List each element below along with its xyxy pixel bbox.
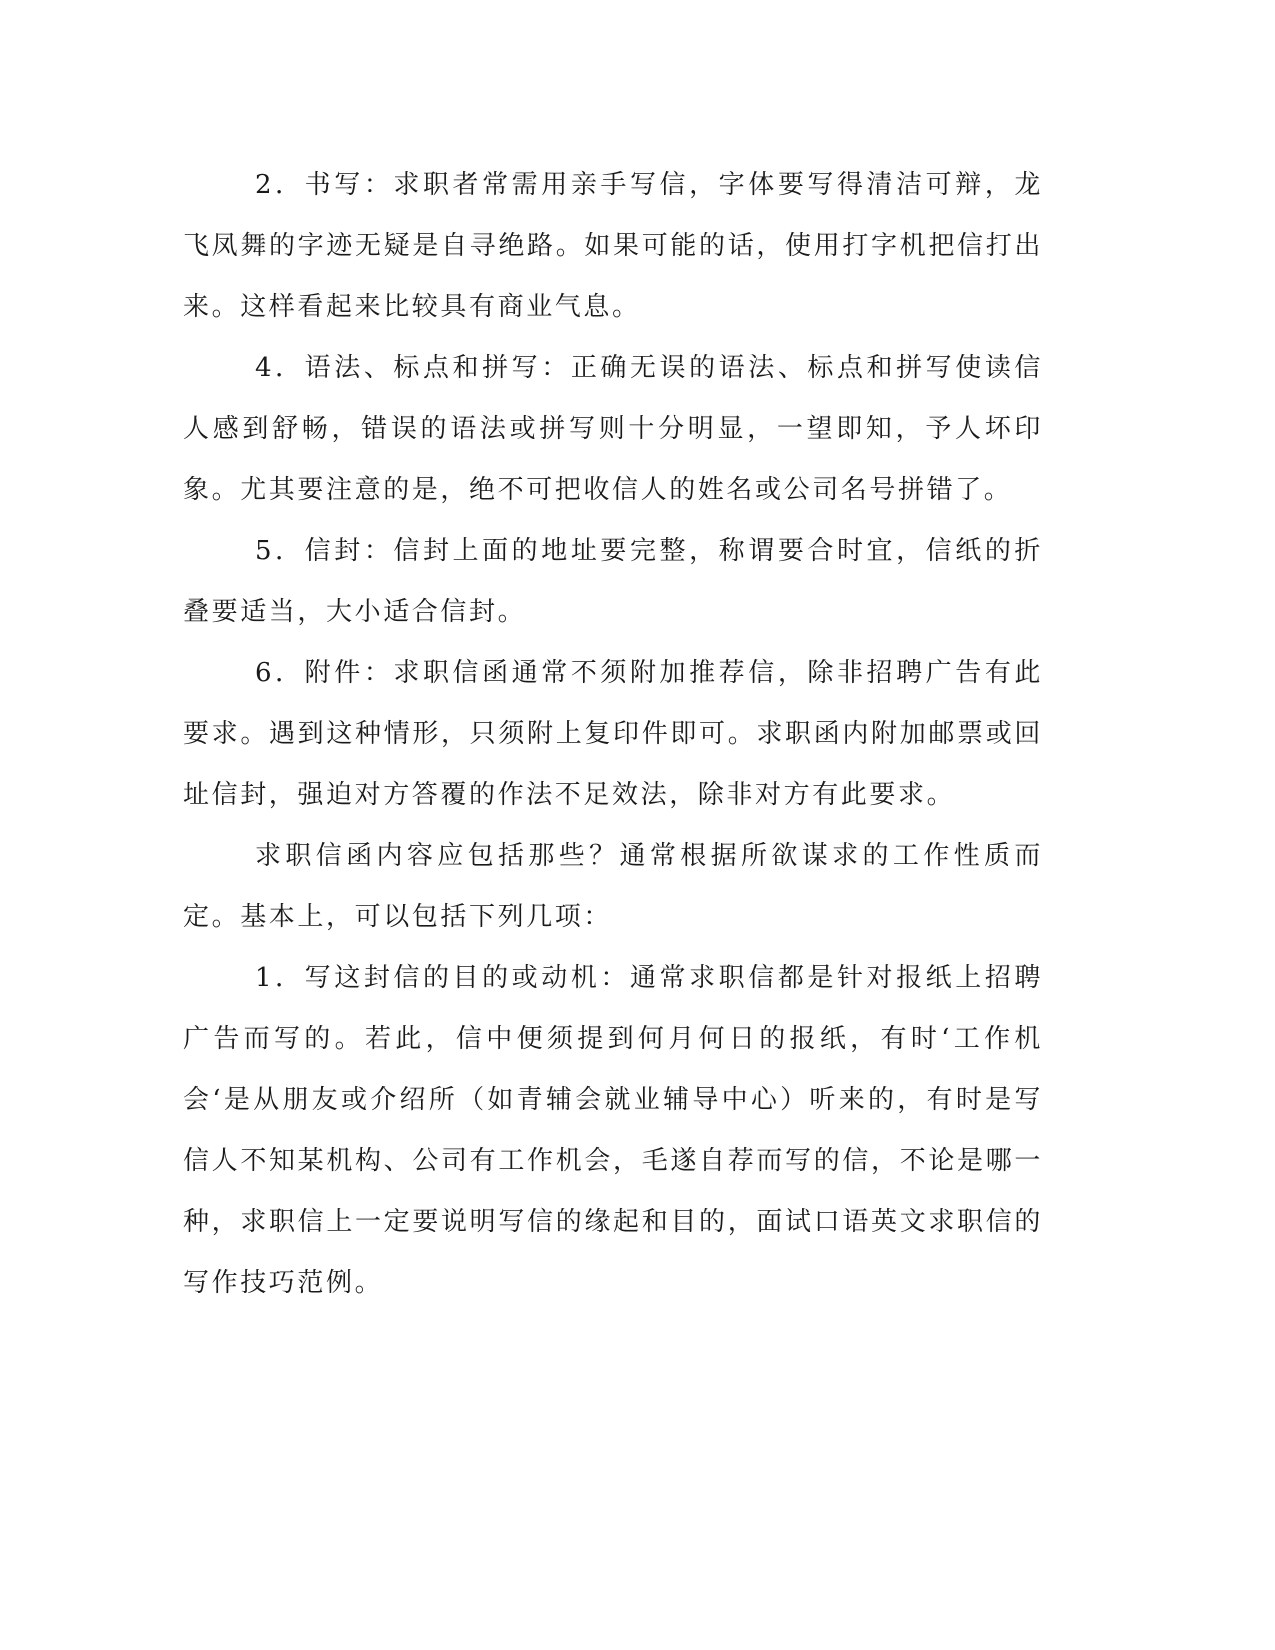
paragraph-handwriting: 2．书写：求职者常需用亲手写信，字体要写得清洁可辩，龙飞凤舞的字迹无疑是自寻绝路。如果可能的话，使用打字机把信打出来。这样看起来比较具有商业气息。 xyxy=(183,170,1043,322)
document-body xyxy=(183,155,1043,1314)
paragraph-envelope: 5．信封：信封上面的地址要完整，称谓要合时宜，信纸的折叠要适当，大小适合信封。 xyxy=(183,536,1043,627)
paragraph-attachments: 6．附件：求职信函通常不须附加推荐信，除非招聘广告有此要求。遇到这种情形，只须附上复印件即可。求职函内附加邮票或回址信封，强迫对方答覆的作法不足效法，除非对方有此要求。 xyxy=(183,658,1043,810)
paragraph-purpose: 1．写这封信的目的或动机：通常求职信都是针对报纸上招聘广告而写的。若此，信中便须提到何月何日的报纸，有时‘工作机会‘是从朋友或介绍所（如青辅会就业辅导中心）听来的，有时是写信人不知某机构、公司有工作机会，毛遂自荐而写的信，不论是哪一种，求职信上一定要说明写信的缘起和目的，面试口语英文求职信的写作技巧范例。 xyxy=(183,963,1043,1298)
paragraph-content-intro: 求职信函内容应包括那些？通常根据所欲谋求的工作性质而定。基本上，可以包括下列几项： xyxy=(183,841,1043,932)
paragraph-grammar: 4．语法、标点和拼写：正确无误的语法、标点和拼写使读信人感到舒畅，错误的语法或拼写则十分明显，一望即知，予人坏印象。尤其要注意的是，绝不可把收信人的姓名或公司名号拼错了。 xyxy=(183,353,1043,505)
